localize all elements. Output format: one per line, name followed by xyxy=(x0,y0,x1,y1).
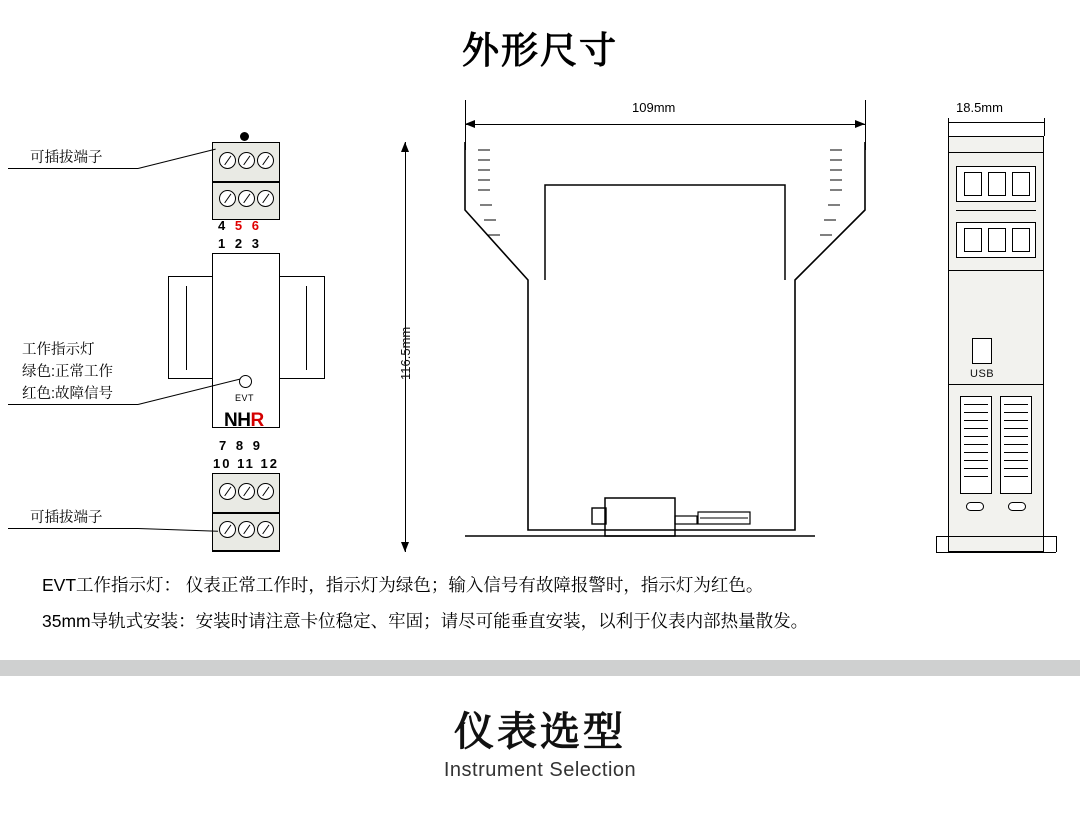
footer-title-en: Instrument Selection xyxy=(443,759,637,781)
terminal-screw xyxy=(238,190,255,207)
bottom-edge xyxy=(212,551,280,552)
vent-fin xyxy=(964,452,988,453)
rail-line xyxy=(280,276,324,277)
top-marker-dot xyxy=(240,132,249,141)
led-label: EVT xyxy=(235,393,255,403)
callout-indicator-red: 红色:故障信号 xyxy=(22,386,114,402)
callout-indicator-title: 工作指示灯 xyxy=(22,342,95,358)
terminal-screw xyxy=(219,521,236,538)
terminal-screw xyxy=(257,483,274,500)
callout-bottom-terminal: 可插拔端子 xyxy=(30,510,103,526)
vent-fin xyxy=(964,444,988,445)
rail-foot-edge xyxy=(936,536,937,552)
pin-label-2: 2 xyxy=(234,236,246,251)
rail-edge xyxy=(168,276,169,379)
vent-fin xyxy=(964,468,988,469)
vent-fin xyxy=(964,476,988,477)
footer-title-cn: 仪表选型 xyxy=(454,710,626,754)
divider-line xyxy=(948,384,1044,385)
callout-top-terminal: 可插拔端子 xyxy=(30,150,103,166)
callout-indicator-green: 绿色:正常工作 xyxy=(22,364,114,380)
pin-numbers-top-lower xyxy=(218,236,262,251)
terminal-slot xyxy=(964,172,982,196)
left-side-view-drawing xyxy=(920,90,1080,560)
device-profile-svg xyxy=(360,80,920,580)
vent-fin xyxy=(1004,460,1028,461)
pin-numbers-bottom-lower xyxy=(213,456,279,471)
vent-fin xyxy=(964,412,988,413)
vent-fin xyxy=(1004,452,1028,453)
terminal-slot xyxy=(1012,228,1030,252)
callout-leader xyxy=(8,404,138,405)
pin-numbers-top-upper xyxy=(218,218,262,233)
terminal-slot xyxy=(1012,172,1030,196)
depth-dimension-text: 18.5mm xyxy=(956,100,1003,115)
terminal-screw xyxy=(219,483,236,500)
pin-label-11: 11 xyxy=(237,456,255,471)
pin-label-3: 3 xyxy=(251,236,262,251)
pin-label-7: 7 xyxy=(219,438,230,453)
page-title: 外形尺寸 xyxy=(462,30,618,71)
pin-numbers-bottom-upper xyxy=(219,438,263,453)
vent-fin xyxy=(964,428,988,429)
clip-slot xyxy=(1008,502,1026,511)
terminal-screw xyxy=(219,152,236,169)
terminal-screw xyxy=(257,521,274,538)
vent-fin xyxy=(1004,436,1028,437)
rail-line xyxy=(168,378,212,379)
rail-inner-line xyxy=(306,286,307,370)
vent-fin xyxy=(1004,428,1028,429)
side-view-drawing xyxy=(360,80,920,580)
vent-fin xyxy=(964,420,988,421)
pin-label-8: 8 xyxy=(235,438,247,453)
pin-label-4: 4 xyxy=(218,218,229,233)
rail-foot-line xyxy=(936,536,1056,537)
note-din-rail-install: 35mm导轨式安装：安装时请注意卡位稳定、牢固；请尽可能垂直安装，以利于仪表内部热量散发。 xyxy=(42,611,809,631)
divider-line xyxy=(948,152,1044,153)
rail-foot-edge xyxy=(1056,536,1057,552)
usb-port xyxy=(972,338,992,364)
rail-inner-line xyxy=(186,286,187,370)
terminal-screw xyxy=(257,152,274,169)
footer-content xyxy=(0,676,1080,820)
rail-line xyxy=(280,378,324,379)
width-dimension-text: 109mm xyxy=(632,100,676,115)
divider-line xyxy=(948,270,1044,271)
pin-label-10: 10 xyxy=(213,456,232,471)
vent-fin xyxy=(1004,468,1028,469)
terminal-screw xyxy=(238,152,255,169)
extension-line xyxy=(948,118,949,136)
pin-label-5: 5 xyxy=(234,218,246,233)
terminal-slot xyxy=(988,172,1006,196)
pin-label-9: 9 xyxy=(252,438,263,453)
callout-leader xyxy=(8,168,138,169)
brand-logo: NHR xyxy=(224,410,264,431)
height-dimension-text: 116.5mm xyxy=(398,326,413,380)
vent-fin xyxy=(964,436,988,437)
pin-label-12: 12 xyxy=(260,456,279,471)
extension-line xyxy=(1044,118,1045,136)
depth-dimension-line xyxy=(948,122,1044,123)
pin-label-1: 1 xyxy=(218,236,229,251)
rail-foot-line xyxy=(936,552,1056,553)
terminal-screw xyxy=(219,190,236,207)
terminal-screw xyxy=(238,521,255,538)
note-evt-indicator: EVT工作指示灯： 仪表正常工作时，指示灯为绿色；输入信号有故障报警时，指示灯为红色。 xyxy=(42,575,764,595)
terminal-screw xyxy=(257,190,274,207)
terminal-screw xyxy=(238,483,255,500)
vent-fin xyxy=(1004,412,1028,413)
callout-leader xyxy=(138,149,216,169)
rail-line xyxy=(168,276,212,277)
terminal-slot xyxy=(964,228,982,252)
terminal-slot xyxy=(988,228,1006,252)
vent-fin xyxy=(1004,444,1028,445)
divider-line xyxy=(956,210,1036,211)
front-view-drawing xyxy=(0,90,360,560)
status-led xyxy=(239,375,252,388)
pin-label-6: 6 xyxy=(251,218,262,233)
rail-edge xyxy=(324,276,325,379)
usb-label: USB xyxy=(970,368,995,380)
vent-fin xyxy=(1004,476,1028,477)
vent-fin xyxy=(964,404,988,405)
callout-leader xyxy=(138,528,218,532)
callout-leader xyxy=(8,528,138,529)
vent-fin xyxy=(964,460,988,461)
clip-slot xyxy=(966,502,984,511)
vent-fin xyxy=(1004,404,1028,405)
vent-fin xyxy=(1004,420,1028,421)
